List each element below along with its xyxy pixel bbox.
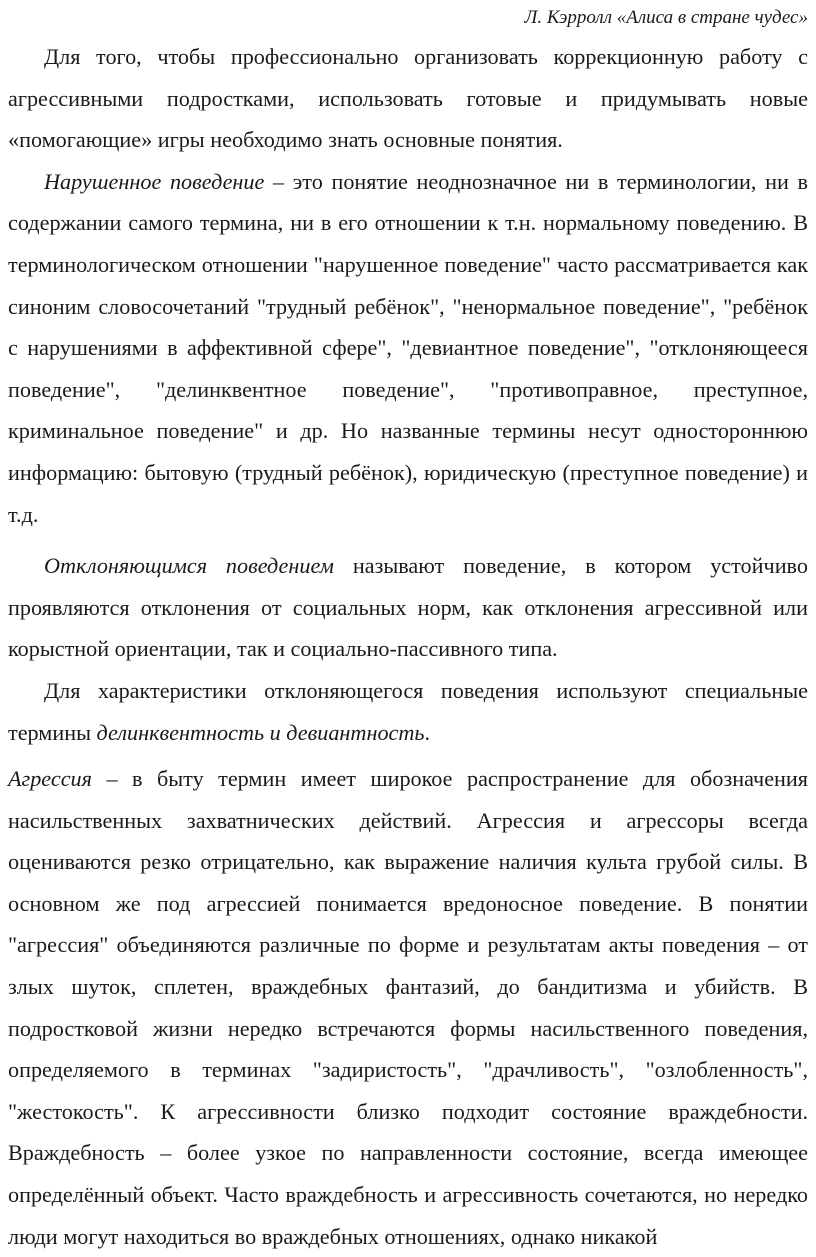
paragraph-disturbed-behavior — [8, 161, 808, 535]
term-deviant-behavior: Отклоняющимся поведением — [44, 553, 334, 579]
paragraph-intro: Для того, чтобы профессионально организовать коррекционную работу с агрессивными подростками, использовать готовые и придумывать новые «помогающие» игры необходимо знать основные понятия. — [8, 44, 808, 153]
term-aggression: Агрессия — [8, 766, 92, 792]
paragraph-deviant-behavior — [8, 545, 808, 670]
paragraph-aggression — [8, 758, 808, 1257]
document-body — [8, 36, 808, 1257]
paragraph-terms-text: Для характеристики отклоняющегося поведения используют специальные термины — [8, 677, 808, 745]
paragraph-terms-end: . — [424, 719, 431, 745]
paragraph-disturbed-behavior-text: – это понятие неоднозначное ни в терминологии, ни в содержании самого термина, ни в его отношении к т.н. нормальному поведению. В терминологическом отношении "нарушенное поведение" часто рассматривается как синоним словосочетаний "трудный ребёнок", "ненормальное поведение", "ребёнок с нарушениями в аффективной сфере", "девиантное поведение", "отклоняющееся поведение", "делинквентное поведение", "противоправное, преступное, криминальное поведение" и др. Но названные термины несут одностороннюю информацию: бытовую (трудный ребёнок), юридическую (преступное поведение) и т.д. — [8, 168, 808, 527]
term-delinquency-deviance: делинквентность и девиантность — [96, 719, 425, 745]
paragraph-deviant-behavior-text: называют поведение, в котором устойчиво проявляются отклонения от социальных норм, как отклонения агрессивной или корыстной ориентации, так и социально-пассивного типа. — [8, 553, 808, 662]
paragraph-terms — [8, 670, 808, 753]
term-disturbed-behavior: Нарушенное поведение — [44, 168, 265, 194]
running-header: Л. Кэрролл «Алиса в стране чудес» — [524, 7, 808, 28]
paragraph-aggression-text: – в быту термин имеет широкое распространение для обозначения насильственных захватнических действий. Агрессия и агрессоры всегда оцениваются резко отрицательно, как выражение наличия культа грубой силы. В основном же под агрессией понимается вредоносное поведение. В понятии "агрессия" объединяются различные по форме и результатам акты поведения – от злых шуток, сплетен, враждебных фантазий, до бандитизма и убийств. В подростковой жизни нередко встречаются формы насильственного поведения, определяемого в терминах "задиристость", "драчливость", "озлобленность", "жестокость". К агрессивности близко подходит состояние враждебности. Враждебность – более узкое по направленности состояние, всегда имеющее определённый объект. Часто враждебность и агрессивность сочетаются, но нередко люди могут находиться во враждебных отношениях, однако никакой — [8, 766, 808, 1249]
